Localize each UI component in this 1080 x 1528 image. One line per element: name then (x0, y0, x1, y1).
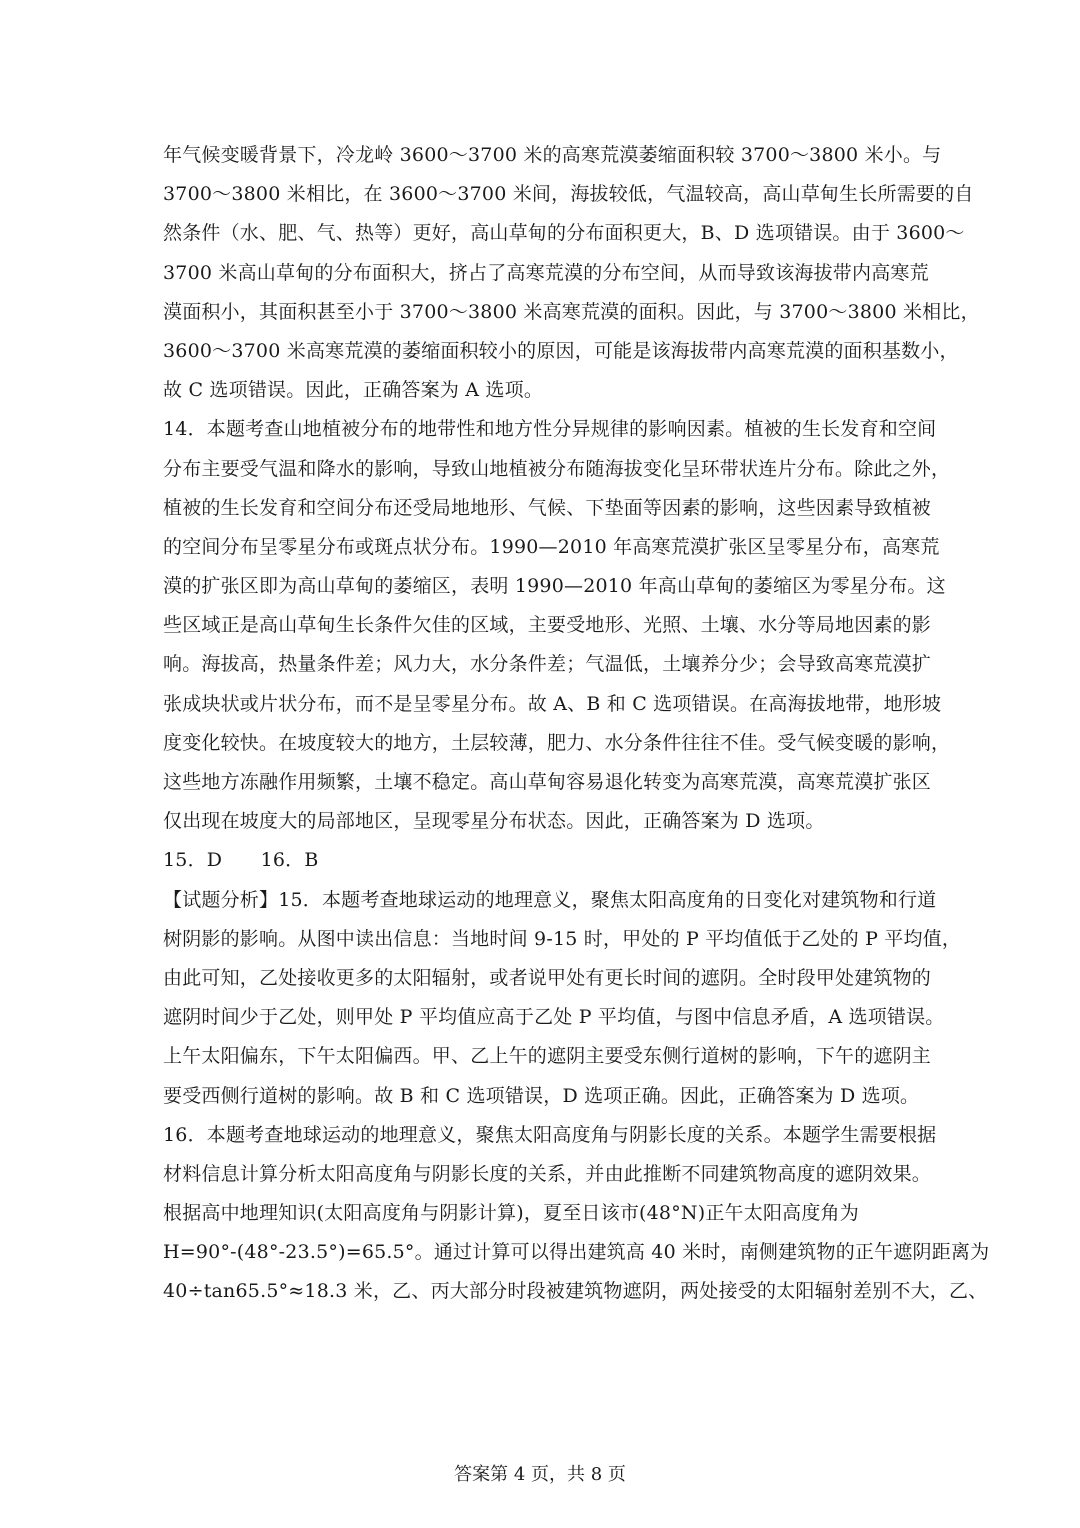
text-line: 遮阴时间少于乙处，则甲处 P 平均值应高于乙处 P 平均值，与图中信息矛盾，A 选项错误。 (163, 1006, 945, 1029)
text-line: 些区域正是高山草甸生长条件欠佳的区域，主要受地形、光照、土壤、水分等局地因素的影 (163, 614, 932, 637)
text-line: 然条件（水、肥、气、热等）更好，高山草甸的分布面积更大，B、D 选项错误。由于 3600～ (163, 222, 965, 245)
text-line: 故 C 选项错误。因此，正确答案为 A 选项。 (163, 379, 544, 402)
text-line: 漠的扩张区即为高山草甸的萎缩区，表明 1990—2010 年高山草甸的萎缩区为零星分布。这 (163, 575, 946, 598)
text-line: 40÷tan65.5°≈18.3 米，乙、丙大部分时段被建筑物遮阴，两处接受的太阳辐射差别不大，乙、 (163, 1280, 988, 1303)
page-footer: 答案第 4 页，共 8 页 (454, 1464, 626, 1485)
answers-15-16-line: 15．D 16．B (163, 849, 319, 872)
text-line: 分布主要受气温和降水的影响，导致山地植被分布随海拔变化呈环带状连片分布。除此之外， (163, 457, 951, 480)
text-line: 张成块状或片状分布，而不是呈零星分布。故 A、B 和 C 选项错误。在高海拔地带，地形坡 (163, 692, 942, 715)
text-line: 植被的生长发育和空间分布还受局地地形、气候、下垫面等因素的影响，这些因素导致植被 (163, 496, 932, 519)
text-line: 度变化较快。在坡度较大的地方，土层较薄，肥力、水分条件往往不佳。受气候变暖的影响， (163, 731, 951, 754)
text-line: 材料信息计算分析太阳高度角与阴影长度的关系，并由此推断不同建筑物高度的遮阴效果。 (163, 1162, 932, 1185)
text-line: 由此可知，乙处接收更多的太阳辐射，或者说甲处有更长时间的遮阴。全时段甲处建筑物的 (163, 966, 932, 989)
text-line: 上午太阳偏东，下午太阳偏西。甲、乙上午的遮阴主要受东侧行道树的影响，下午的遮阴主 (163, 1045, 932, 1068)
text-line: H=90°-(48°-23.5°)=65.5°。通过计算可以得出建筑高 40 米时，南侧建筑物的正午遮阴距离为 (163, 1241, 990, 1264)
question-16-line: 16．本题考查地球运动的地理意义，聚焦太阳高度角与阴影长度的关系。本题学生需要根据 (163, 1123, 937, 1146)
text-line: 响。海拔高，热量条件差；风力大，水分条件差；气温低，土壤养分少；会导致高寒荒漠扩 (163, 653, 932, 676)
text-line: 树阴影的影响。从图中读出信息：当地时间 9-15 时，甲处的 P 平均值低于乙处的 P 平均值， (163, 927, 962, 950)
text-line: 要受西侧行道树的影响。故 B 和 C 选项错误，D 选项正确。因此，正确答案为 D 选项。 (163, 1084, 920, 1107)
text-line: 漠面积小，其面积甚至小于 3700～3800 米高寒荒漠的面积。因此，与 3700～3800 米相比， (163, 300, 980, 323)
text-line: 仅出现在坡度大的局部地区，呈现零星分布状态。因此，正确答案为 D 选项。 (163, 810, 825, 833)
text-line: 根据高中地理知识(太阳高度角与阴影计算)，夏至日该市(48°N)正午太阳高度角为 (163, 1202, 859, 1225)
text-line: 3700 米高山草甸的分布面积大，挤占了高寒荒漠的分布空间，从而导致该海拔带内高寒荒 (163, 261, 929, 284)
text-line: 3600～3700 米高寒荒漠的萎缩面积较小的原因，可能是该海拔带内高寒荒漠的面积基数小， (163, 339, 959, 362)
text-line: 这些地方冻融作用频繁，土壤不稳定。高山草甸容易退化转变为高寒荒漠，高寒荒漠扩张区 (163, 771, 932, 793)
text-line: 年气候变暖背景下，冷龙岭 3600～3700 米的高寒荒漠萎缩面积较 3700～3800 米小。与 (163, 144, 942, 166)
analysis-heading-line: 【试题分析】15．本题考查地球运动的地理意义，聚焦太阳高度角的日变化对建筑物和行道 (163, 888, 937, 911)
answer-body (163, 136, 990, 1312)
text-line: 的空间分布呈零星分布或斑点状分布。1990—2010 年高寒荒漠扩张区呈零星分布，高寒荒 (163, 535, 940, 558)
text-line: 3700～3800 米相比，在 3600～3700 米间，海拔较低，气温较高，高山草甸生长所需要的自 (163, 183, 974, 206)
question-14-line: 14．本题考查山地植被分布的地带性和地方性分异规律的影响因素。植被的生长发育和空间 (163, 418, 937, 441)
